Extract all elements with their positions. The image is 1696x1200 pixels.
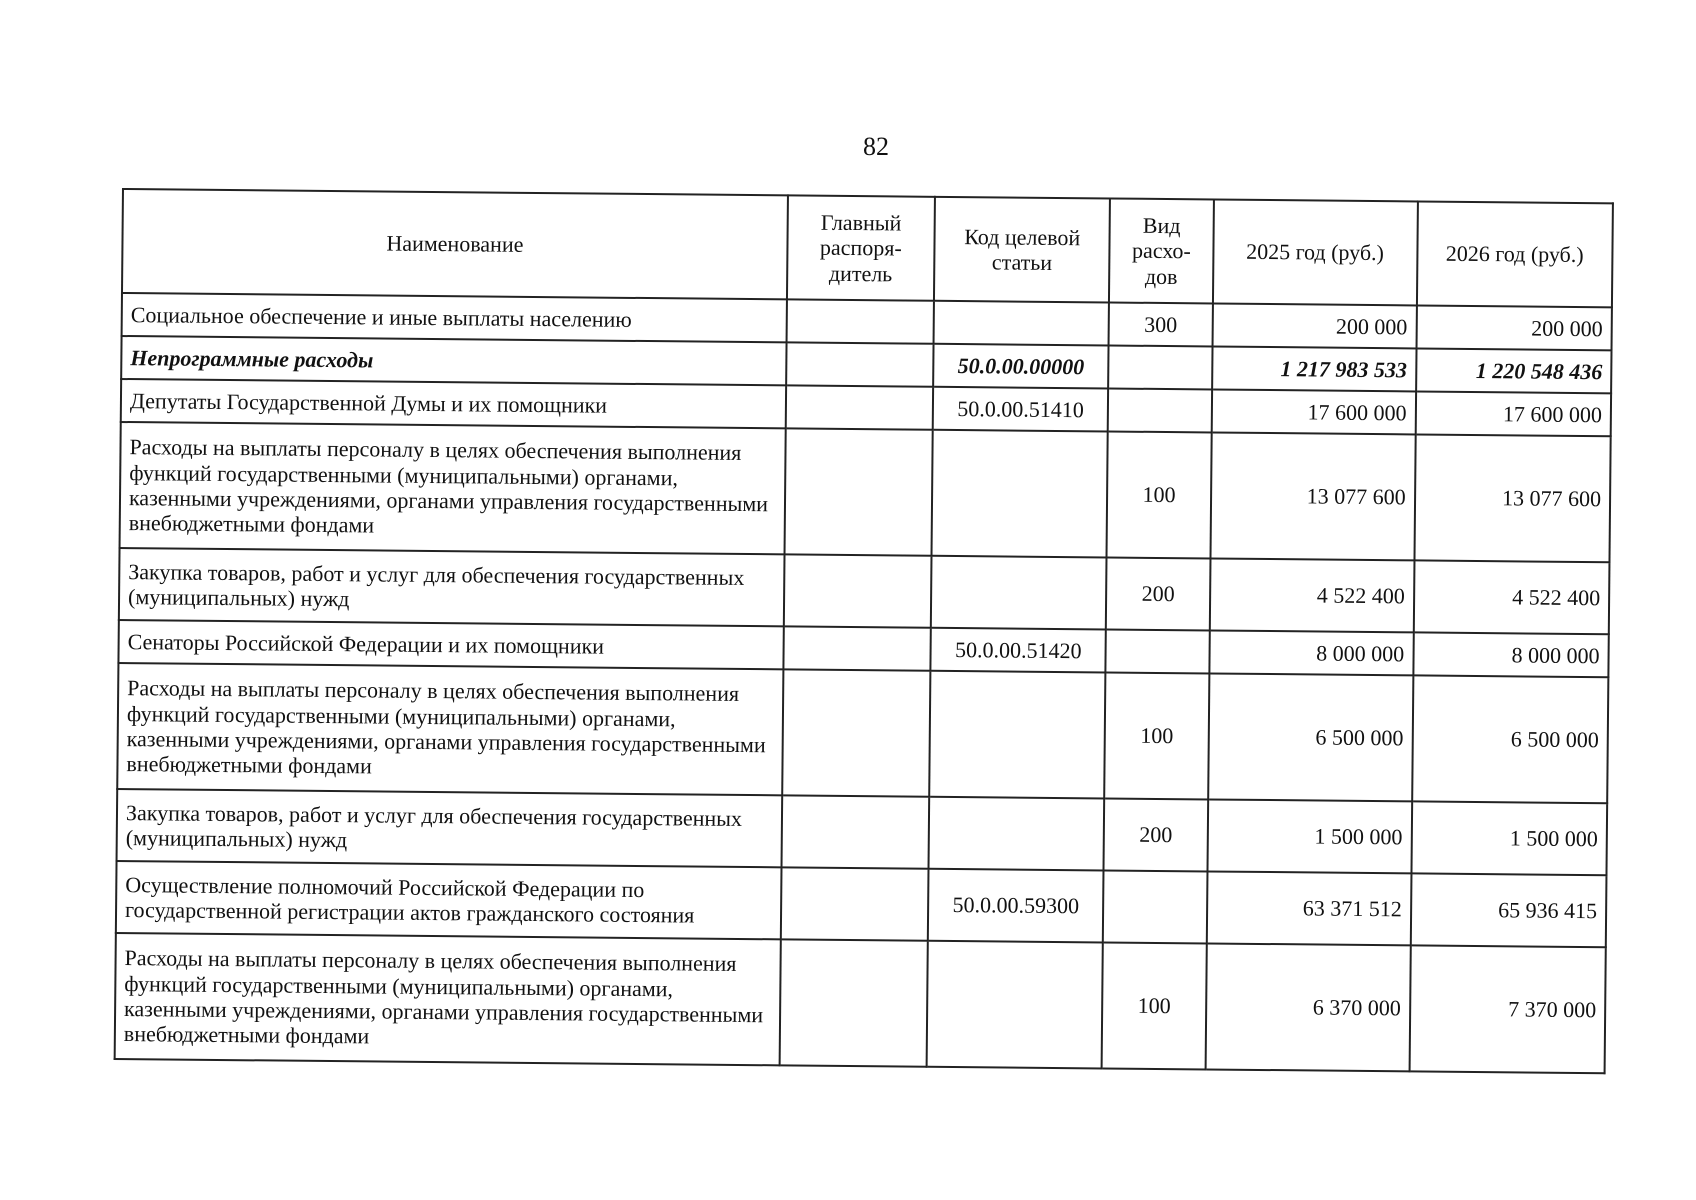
cell-2025: 4 522 400 (1209, 558, 1414, 632)
cell-admin (786, 342, 933, 386)
cell-admin (784, 428, 932, 555)
cell-name: Расходы на выплаты персоналу в целях обеспечения выполнения функций государственными (муниципальными) органами, казенными учреждениями, органами управления государственными внебюджетными фондами (117, 663, 783, 795)
cell-code (928, 797, 1104, 871)
cell-2025: 1 500 000 (1207, 799, 1412, 873)
cell-admin (782, 669, 930, 796)
cell-admin (779, 939, 927, 1066)
table-row (115, 933, 1606, 1073)
cell-code: 50.0.00.51410 (933, 387, 1109, 432)
table-header-row (122, 189, 1613, 307)
budget-table-container (114, 188, 1614, 1074)
cell-2026: 6 500 000 (1412, 675, 1609, 803)
cell-2025: 200 000 (1212, 303, 1416, 348)
cell-name: Расходы на выплаты персоналу в целях обеспечения выполнения функций государственными (муниципальными) органами, казенными учреждениями, органами управления государственными внебюджетными фондами (120, 422, 786, 554)
cell-type: 200 (1104, 798, 1208, 871)
table-row (120, 422, 1611, 562)
cell-admin (781, 867, 929, 940)
cell-type: 100 (1105, 672, 1209, 799)
cell-name: Закупка товаров, работ и услуг для обеспечения государственных (муниципальных) нужд (119, 548, 785, 626)
cell-2025: 6 500 000 (1208, 673, 1413, 801)
budget-table (114, 188, 1614, 1074)
cell-2025: 8 000 000 (1209, 630, 1413, 675)
header-code: Код целевой статьи (934, 197, 1111, 303)
cell-2026: 200 000 (1416, 305, 1612, 350)
cell-2026: 1 220 548 436 (1416, 348, 1612, 393)
table-row (117, 663, 1608, 803)
page-number: 82 (863, 132, 889, 161)
cell-2025: 1 217 983 533 (1212, 346, 1416, 391)
cell-2026: 8 000 000 (1413, 632, 1609, 677)
cell-name: Непрограммные расходы (121, 336, 786, 385)
cell-name: Расходы на выплаты персоналу в целях обеспечения выполнения функций государственными (муниципальными) органами, казенными учреждениями, органами управления государственными внебюджетными фондами (115, 933, 781, 1065)
cell-type: 300 (1109, 302, 1213, 346)
header-type: Вид расхо-дов (1109, 198, 1213, 303)
cell-2025: 17 600 000 (1211, 389, 1415, 434)
cell-type: 200 (1106, 557, 1210, 630)
cell-2026: 17 600 000 (1415, 391, 1611, 436)
cell-admin (784, 554, 932, 627)
cell-name: Сенаторы Российской Федерации и их помощники (118, 620, 783, 669)
cell-2026: 65 936 415 (1410, 873, 1606, 947)
cell-admin (781, 795, 929, 868)
cell-type: 100 (1107, 431, 1211, 558)
cell-type (1109, 345, 1213, 389)
cell-admin (783, 626, 930, 670)
cell-code (929, 671, 1106, 799)
cell-code (931, 430, 1108, 558)
cell-type (1103, 870, 1207, 943)
cell-code (927, 941, 1104, 1069)
header-admin: Главный распоря-дитель (787, 195, 935, 300)
cell-name: Закупка товаров, работ и услуг для обеспечения государственных (муниципальных) нужд (117, 789, 783, 867)
header-name: Наименование (122, 189, 788, 299)
cell-type (1108, 388, 1212, 432)
cell-admin (786, 385, 933, 429)
cell-2025: 13 077 600 (1210, 432, 1415, 560)
cell-2025: 63 371 512 (1206, 871, 1411, 945)
cell-type: 100 (1102, 942, 1206, 1069)
header-2026: 2026 год (руб.) (1417, 201, 1613, 307)
cell-2025: 6 370 000 (1205, 943, 1410, 1071)
cell-name: Социальное обеспечение и иные выплаты населению (122, 293, 787, 342)
cell-2026: 4 522 400 (1413, 560, 1609, 634)
cell-code: 50.0.00.59300 (928, 869, 1104, 943)
cell-name: Депутаты Государственной Думы и их помощники (121, 379, 786, 428)
cell-type (1106, 629, 1210, 673)
cell-code: 50.0.00.51420 (930, 628, 1106, 673)
cell-code: 50.0.00.00000 (933, 344, 1109, 389)
cell-code (931, 556, 1107, 630)
cell-2026: 13 077 600 (1414, 434, 1611, 562)
cell-2026: 1 500 000 (1411, 801, 1607, 875)
cell-2026: 7 370 000 (1409, 945, 1606, 1073)
header-2025: 2025 год (руб.) (1213, 199, 1418, 305)
cell-name: Осуществление полномочий Российской Федерации по государственной регистрации актов гражданского состояния (116, 861, 782, 939)
cell-code (933, 301, 1109, 346)
cell-admin (786, 299, 933, 343)
